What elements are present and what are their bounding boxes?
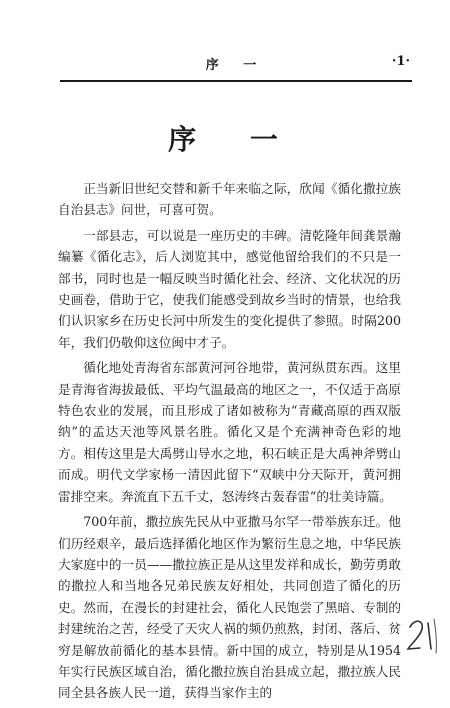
handwritten-mark [404, 615, 440, 655]
header-rule [60, 80, 412, 82]
chapter-title: 序 一 [168, 123, 300, 156]
running-title: 序 一 [205, 58, 267, 73]
page-number: ·1· [391, 54, 410, 69]
paragraph: 一部县志，可以说是一座历史的丰碑。清乾隆年间龚景瀚编纂《循化志》，后人浏览其中，感觉他留给我们的不只是一部书，同时也是一幅反映当时循化社会、经济、文化状况的历史画卷，借助于它，使我们能感受到故乡当时的情景，也给我们认识家乡在历史长河中所发生的变化提供了参照。时隔200年，我们仍敬仰这位闽中才子。 [58, 227, 401, 350]
paragraph: 正当新旧世纪交替和新千年来临之际，欣闻《循化撒拉族自治县志》问世，可喜可贺。 [58, 181, 401, 218]
paragraph: 循化地处青海省东部黄河河谷地带，黄河纵贯东西。这里是青海省海拔最低、平均气温最高的地区之一，不仅适于高原特色农业的发展，而且形成了诸如被称为“青藏高原的西双版纳”的孟达天池等风景名胜。循化又是个充满神奇色彩的地方。相传这里是大禹劈山导水之地，积石峡正是大禹神斧劈山而成。明代文学家杨一清因此留下“双峡中分天际开，黄河拥雷排空来。奔流直下五千丈，怒涛终古轰春雷”的壮美诗篇。 [58, 360, 401, 504]
body-text [58, 178, 401, 708]
running-header [60, 40, 412, 86]
paragraph: 700年前，撒拉族先民从中亚撒马尔罕一带举族东迁。他们历经艰辛，最后选择循化地区作为繁衍生息之地，中华民族大家庭中的一员——撒拉族正是从这里发祥和成长，勤劳勇敢的撒拉人和当地各兄弟民族友好相处，共同创造了循化的历史。然而，在漫长的封建社会，循化人民饱尝了黑暗、专制的封建统治之苦，经受了天灾人祸的频仍煎熬，封闭、落后、贫穷是解放前循化的基本县情。新中国的成立，特别是从1954年实行民族区域自治，循化撒拉族自治县成立起，撒拉族人民同全县各族人民一道，获得当家作主的 [58, 514, 401, 701]
